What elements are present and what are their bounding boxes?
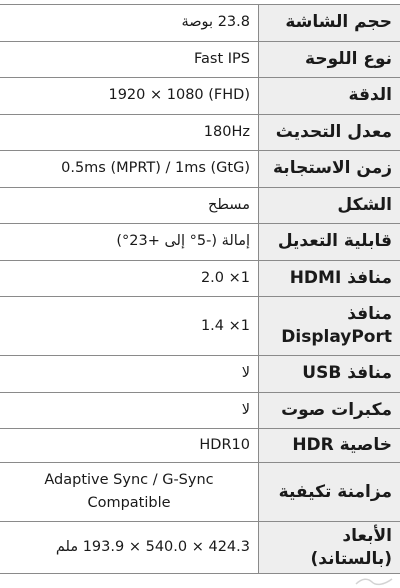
spec-row-screen-size (0, 5, 400, 42)
spec-value (0, 224, 258, 260)
spec-row-shape (0, 188, 400, 225)
spec-value-text: لا (241, 401, 250, 418)
spec-row-resolution (0, 78, 400, 115)
spec-value-text: Adaptive Sync / G-Sync Compatible (44, 472, 214, 511)
spec-label: نوع اللوحة (258, 42, 400, 78)
spec-value (0, 463, 258, 521)
spec-row-speakers (0, 393, 400, 430)
spec-value (0, 356, 258, 392)
spec-value-text: 1920 × 1080 (FHD) (108, 87, 250, 104)
spec-value-text: 0.5ms (MPRT) / 1ms (GtG) (61, 160, 250, 177)
spec-value-text: مسطح (208, 196, 250, 213)
spec-label: معدل التحديث (258, 115, 400, 151)
spec-label: خاصية HDR (258, 429, 400, 462)
spec-row-displayport-ports (0, 297, 400, 356)
spec-label: منافذ USB (258, 356, 400, 392)
spec-value-text: لا (241, 365, 250, 382)
spec-value (0, 261, 258, 297)
spec-value (0, 522, 258, 573)
spec-value (0, 115, 258, 151)
spec-label: منافذ HDMI (258, 261, 400, 297)
spec-row-hdmi-ports (0, 261, 400, 298)
spec-value (0, 297, 258, 355)
spec-label: منافذ DisplayPort (258, 297, 400, 355)
spec-value (0, 78, 258, 114)
specs-table (0, 4, 400, 574)
spec-value (0, 42, 258, 78)
spec-value-text: HDR10 (199, 437, 250, 453)
spec-value-text: 180Hz (203, 123, 250, 140)
spec-label: الأبعاد (بالستاند) (258, 522, 400, 573)
spec-value-text: Fast IPS (194, 50, 250, 67)
spec-row-usb-ports (0, 356, 400, 393)
spec-row-refresh-rate (0, 115, 400, 152)
spec-value-text: 424.3 × 540.0 × 193.9 ملم (55, 539, 250, 555)
spec-label: مكبرات صوت (258, 393, 400, 429)
spec-row-panel-type (0, 42, 400, 79)
spec-value-text: إمالة (-5° إلى +23°) (116, 233, 250, 250)
spec-label: زمن الاستجابة (258, 151, 400, 187)
spec-label: حجم الشاشة (258, 5, 400, 41)
spec-row-adjustability (0, 224, 400, 261)
spec-row-adaptive-sync (0, 463, 400, 522)
spec-value (0, 429, 258, 462)
spec-row-hdr (0, 429, 400, 463)
spec-value-text: 1.4 ×1 (200, 317, 250, 334)
spec-row-response-time (0, 151, 400, 188)
spec-label: الشكل (258, 188, 400, 224)
spec-label: قابلية التعديل (258, 224, 400, 260)
spec-value-text: 23.8 بوصة (181, 14, 250, 31)
spec-label: مزامنة تكيفية (258, 463, 400, 521)
spec-value (0, 5, 258, 41)
spec-row-dimensions (0, 522, 400, 574)
spec-label: الدقة (258, 78, 400, 114)
spec-value (0, 151, 258, 187)
watermark-logo-icon (354, 576, 394, 586)
spec-value (0, 393, 258, 429)
spec-value (0, 188, 258, 224)
spec-value-text: 2.0 ×1 (200, 269, 250, 286)
